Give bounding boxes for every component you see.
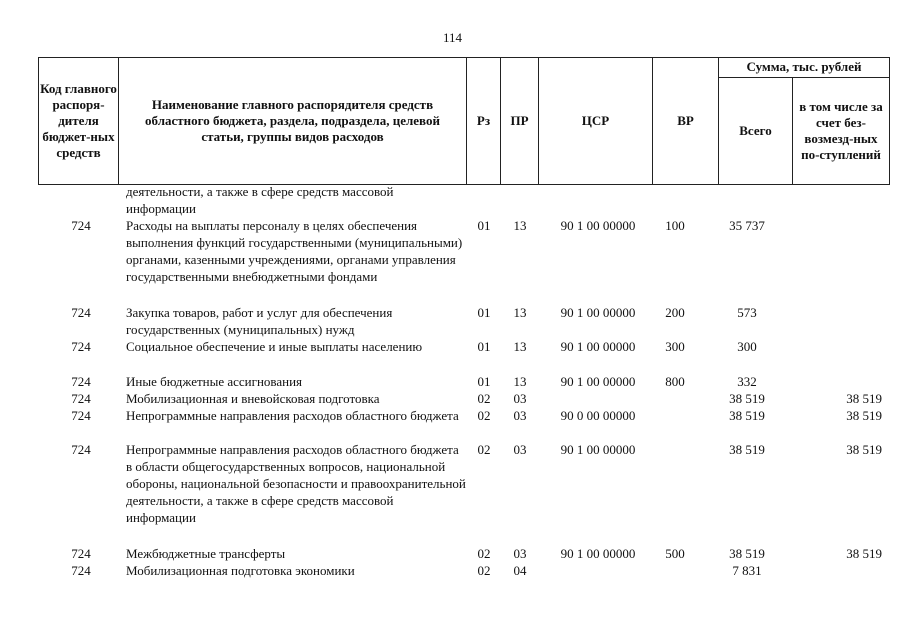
cell-name: Мобилизационная подготовка экономики [126, 563, 355, 578]
cell-rz: 01 [477, 305, 491, 320]
cell-rz: 01 [477, 339, 491, 354]
header-total: Всего [739, 123, 772, 138]
cell-code: 724 [71, 391, 91, 406]
cell-rz: 02 [477, 408, 491, 423]
header-rz: Рз [476, 112, 491, 128]
cell-vr: 800 [665, 374, 685, 389]
cell-csr: 90 0 00 00000 [560, 408, 636, 423]
cell-vr: 100 [665, 218, 685, 233]
cell-total: 573 [737, 305, 757, 320]
cell-name: Иные бюджетные ассигнования [126, 374, 303, 389]
cell-name: деятельности, а также в сфере средств массовой информации [126, 184, 394, 216]
cell-free: 38 519 [846, 546, 882, 561]
cell-pr: 13 [513, 305, 527, 320]
cell-total: 300 [737, 339, 757, 354]
cell-code: 724 [71, 374, 91, 389]
cell-code: 724 [71, 218, 91, 233]
cell-rz: 01 [477, 374, 491, 389]
cell-total: 38 519 [729, 546, 765, 561]
cell-csr: 90 1 00 00000 [560, 374, 636, 389]
cell-csr: 90 1 00 00000 [560, 305, 636, 320]
cell-name: Межбюджетные трансферты [126, 546, 286, 561]
cell-rz: 02 [477, 563, 491, 578]
cell-total: 332 [737, 374, 757, 389]
header-vr: ВР [677, 112, 694, 128]
cell-free: 38 519 [846, 442, 882, 457]
cell-rz: 02 [477, 442, 491, 457]
header-pr: ПР [510, 112, 529, 128]
cell-vr: 200 [665, 305, 685, 320]
cell-code: 724 [71, 408, 91, 423]
cell-code: 724 [71, 442, 91, 457]
cell-code: 724 [71, 339, 91, 354]
cell-name: Закупка товаров, работ и услуг для обеспечения государственных (муниципальных) нужд [126, 305, 393, 337]
header-name: Наименование главного распорядителя средств областного бюджета, раздела, подраздела, целевой статьи, группы видов расходов [145, 96, 440, 144]
header-sum: Сумма, тыс. рублей [746, 59, 862, 74]
header-code: Код главного распоря-дителя бюджет-ных средств [40, 80, 117, 160]
cell-pr: 13 [513, 339, 527, 354]
cell-csr: 90 1 00 00000 [560, 442, 636, 457]
cell-free: 38 519 [846, 391, 882, 406]
cell-total: 35 737 [729, 218, 765, 233]
page-number: 114 [442, 30, 463, 45]
cell-pr: 03 [513, 546, 527, 561]
cell-csr: 90 1 00 00000 [560, 339, 636, 354]
cell-total: 38 519 [729, 391, 765, 406]
cell-pr: 04 [513, 563, 527, 578]
cell-total: 38 519 [729, 408, 765, 423]
cell-csr: 90 1 00 00000 [560, 546, 636, 561]
cell-free: 38 519 [846, 408, 882, 423]
cell-vr: 300 [665, 339, 685, 354]
cell-total: 38 519 [729, 442, 765, 457]
cell-name: Расходы на выплаты персоналу в целях обеспечения выполнения функций государственными (муниципальными) органами, казенными учреждениями, органами управления государственными внебюджетными фондами [126, 218, 463, 284]
cell-name: Непрограммные направления расходов областного бюджета в области общегосударственных вопросов, национальной обороны, национальной безопасности и правоохранительной деятельности, а также в сфере средств массовой информации [126, 442, 466, 525]
cell-code: 724 [71, 305, 91, 320]
cell-rz: 02 [477, 391, 491, 406]
cell-rz: 02 [477, 546, 491, 561]
cell-name: Непрограммные направления расходов областного бюджета [126, 408, 459, 423]
cell-pr: 03 [513, 408, 527, 423]
table-header [38, 57, 890, 185]
cell-code: 724 [71, 546, 91, 561]
cell-csr: 90 1 00 00000 [560, 218, 636, 233]
header-csr: ЦСР [581, 112, 610, 128]
cell-pr: 03 [513, 442, 527, 457]
cell-name: Социальное обеспечение и иные выплаты населению [126, 339, 423, 354]
cell-code: 724 [71, 563, 91, 578]
cell-pr: 13 [513, 374, 527, 389]
cell-rz: 01 [477, 218, 491, 233]
cell-pr: 03 [513, 391, 527, 406]
cell-total: 7 831 [732, 563, 762, 578]
cell-pr: 13 [513, 218, 527, 233]
cell-vr: 500 [665, 546, 685, 561]
header-free: в том числе за счет без-возмезд-ных по-ступлений [799, 99, 883, 162]
cell-name: Мобилизационная и вневойсковая подготовка [126, 391, 380, 406]
